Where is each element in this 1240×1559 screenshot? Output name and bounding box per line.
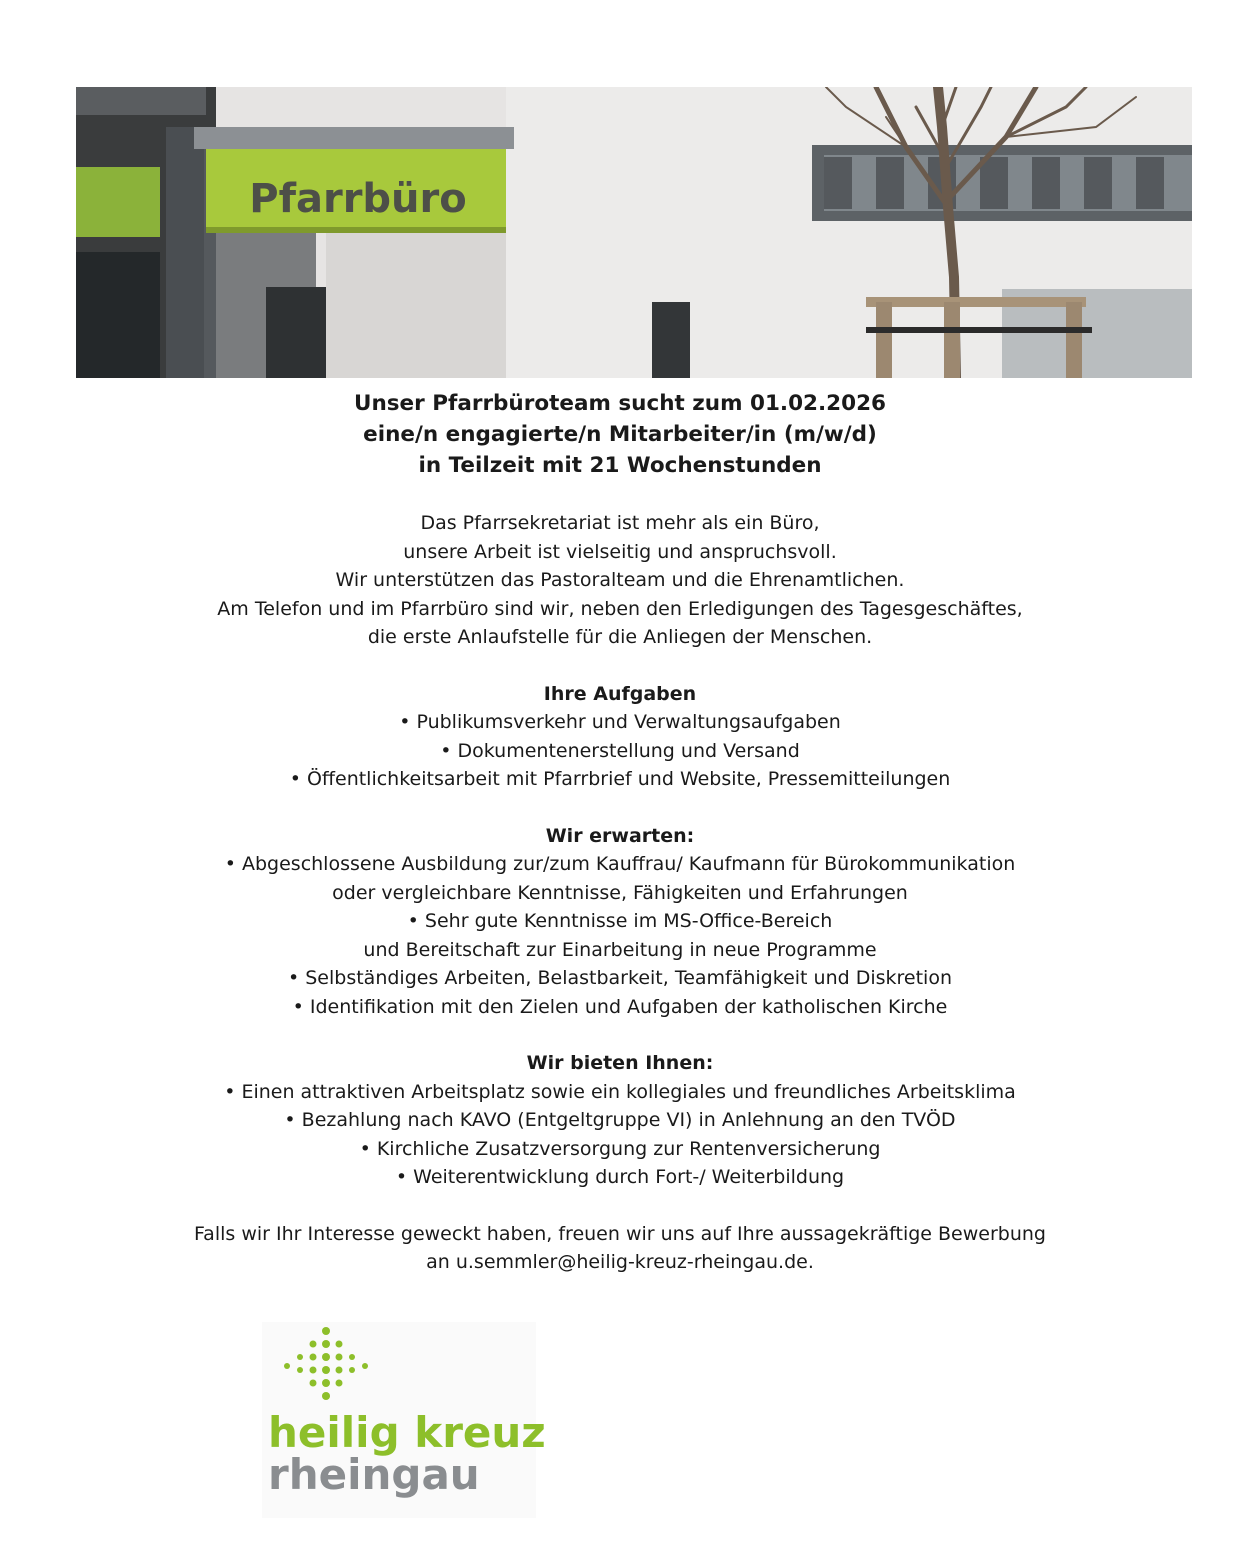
list-item: • Weiterentwicklung durch Fort-/ Weiterbildung bbox=[100, 1163, 1140, 1192]
list-item: • Dokumentenerstellung und Versand bbox=[100, 737, 1140, 766]
headline-line: eine/n engagierte/n Mitarbeiter/in (m/w/d) bbox=[363, 422, 877, 447]
list-item: • Identifikation mit den Zielen und Aufgaben der katholischen Kirche bbox=[100, 993, 1140, 1022]
intro-line: Das Pfarrsekretariat ist mehr als ein Büro, bbox=[420, 512, 820, 534]
intro-line: Wir unterstützen das Pastoralteam und die Ehrenamtlichen. bbox=[335, 569, 905, 591]
job-posting bbox=[100, 388, 1140, 1277]
list-item: • Sehr gute Kenntnisse im MS-Office-Bereich bbox=[100, 907, 1140, 936]
intro-paragraph bbox=[100, 509, 1140, 652]
headline bbox=[100, 388, 1140, 481]
intro-line: die erste Anlaufstelle für die Anliegen der Menschen. bbox=[367, 626, 873, 648]
offer-section bbox=[100, 1049, 1140, 1192]
headline-line: Unser Pfarrbüroteam sucht zum 01.02.2026 bbox=[353, 391, 887, 416]
heilig-kreuz-logo bbox=[262, 1322, 546, 1518]
list-item: • Kirchliche Zusatzversorgung zur Rentenversicherung bbox=[100, 1135, 1140, 1164]
expect-section bbox=[100, 822, 1140, 1022]
cross-dots-icon bbox=[282, 1322, 402, 1412]
section-title: Wir erwarten: bbox=[545, 824, 695, 847]
headline-line: in Teilzeit mit 21 Wochenstunden bbox=[418, 453, 822, 478]
logo-text-rheingau: rheingau bbox=[268, 1450, 480, 1499]
list-item-continuation: oder vergleichbare Kenntnisse, Fähigkeiten und Erfahrungen bbox=[332, 881, 908, 904]
tasks-section bbox=[100, 680, 1140, 794]
intro-line: unsere Arbeit ist vielseitig und anspruchsvoll. bbox=[403, 540, 837, 563]
sign-text: Pfarrbüro bbox=[249, 176, 467, 222]
list-item: • Publikumsverkehr und Verwaltungsaufgaben bbox=[100, 708, 1140, 737]
list-item: • Selbständiges Arbeiten, Belastbarkeit, Teamfähigkeit und Diskretion bbox=[100, 964, 1140, 993]
list-item: • Einen attraktiven Arbeitsplatz sowie ein kollegiales und freundliches Arbeitsklima bbox=[100, 1078, 1140, 1107]
pfarrbuero-building-illustration bbox=[76, 87, 1192, 378]
application-email[interactable]: an u.semmler@heilig-kreuz-rheingau.de. bbox=[426, 1251, 814, 1273]
logo-text-heilig-kreuz: heilig kreuz bbox=[268, 1408, 546, 1457]
section-title: Wir bieten Ihnen: bbox=[526, 1052, 714, 1074]
list-item-continuation: und Bereitschaft zur Einarbeitung in neue Programme bbox=[363, 938, 877, 961]
list-item: • Abgeschlossene Ausbildung zur/zum Kauffrau/ Kaufmann für Bürokommunikation bbox=[100, 850, 1140, 879]
section-title: Ihre Aufgaben bbox=[543, 682, 697, 705]
closing-paragraph bbox=[100, 1220, 1140, 1277]
header-photo bbox=[76, 87, 1192, 378]
closing-line: Falls wir Ihr Interesse geweckt haben, freuen wir uns auf Ihre aussagekräftige Bewerbung bbox=[194, 1222, 1046, 1245]
intro-line: Am Telefon und im Pfarrbüro sind wir, neben den Erledigungen des Tagesgeschäftes, bbox=[217, 597, 1023, 620]
list-item: • Öffentlichkeitsarbeit mit Pfarrbrief und Website, Pressemitteilungen bbox=[100, 765, 1140, 794]
list-item: • Bezahlung nach KAVO (Entgeltgruppe VI) in Anlehnung an den TVÖD bbox=[100, 1106, 1140, 1135]
